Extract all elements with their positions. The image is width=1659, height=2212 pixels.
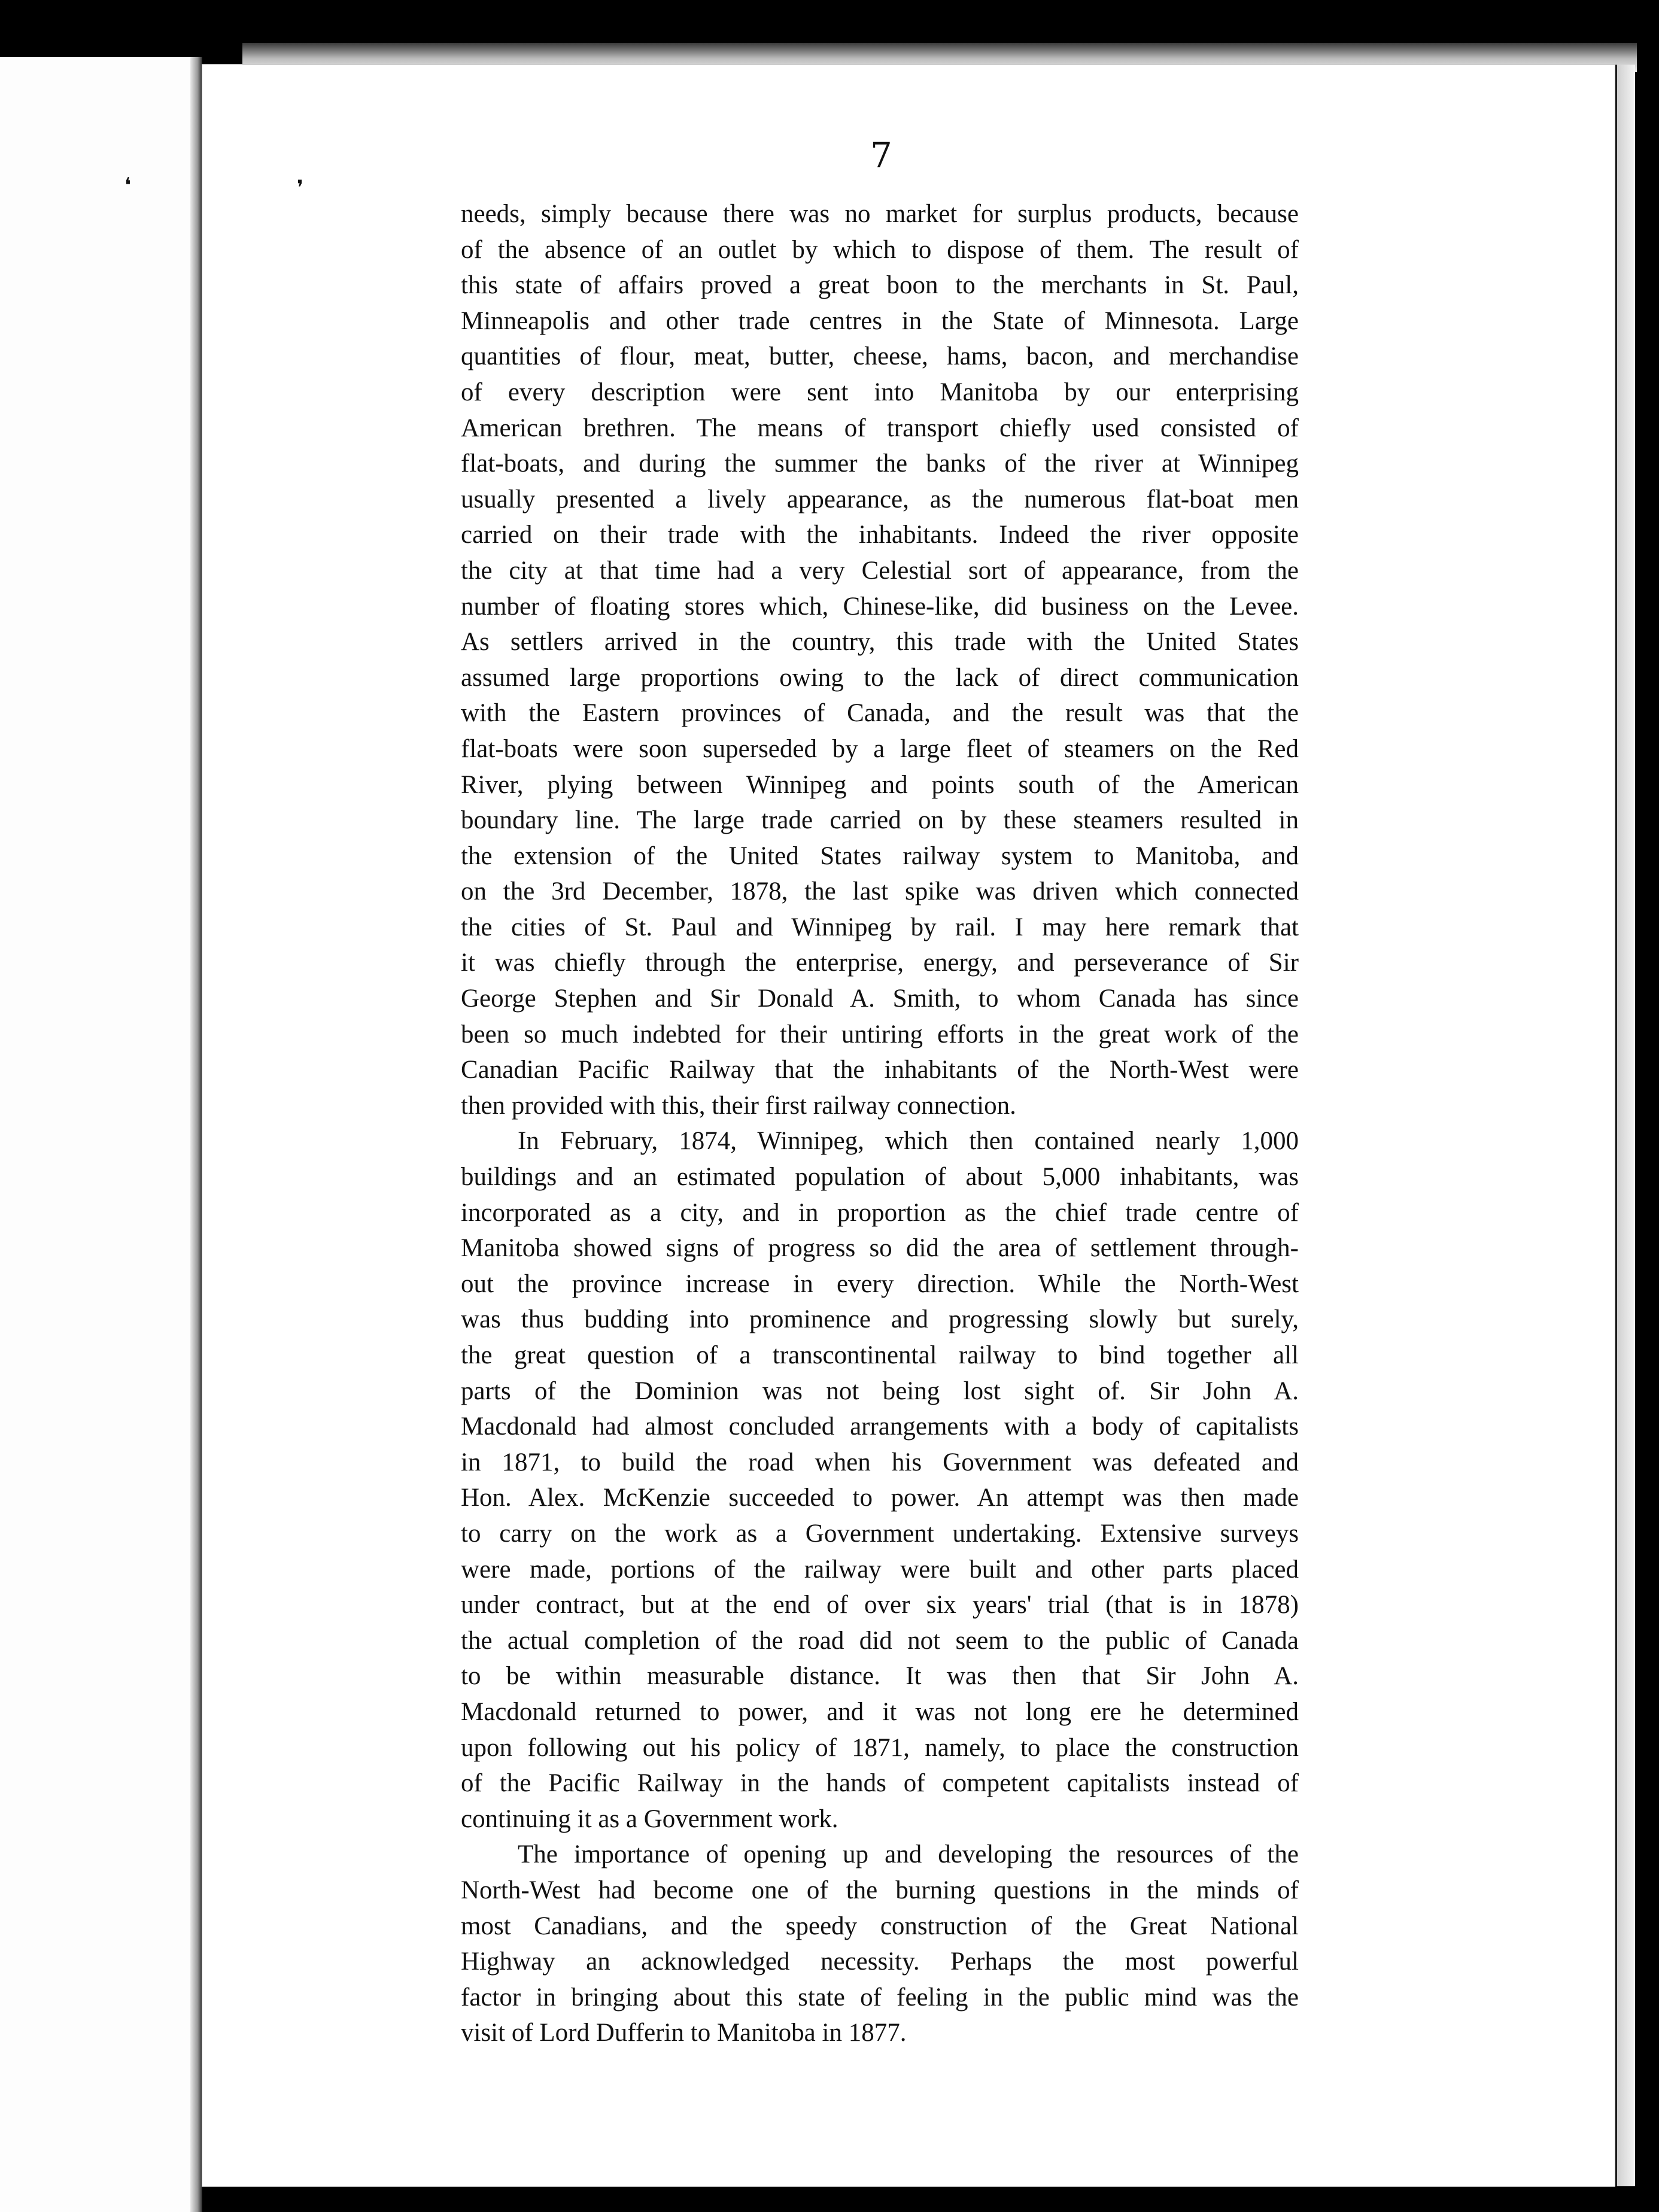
text-line: continuing it as a Government work.	[461, 1804, 838, 1833]
text-line: this state of affairs proved a great boon to the merchants in St. Paul,	[461, 271, 1299, 300]
page-number: 7	[870, 135, 892, 175]
text-line: in 1871, to build the road when his Government was defeated and	[461, 1448, 1299, 1476]
text-line: Macdonald returned to power, and it was not long ere he determined	[461, 1697, 1299, 1726]
text-line: As settlers arrived in the country, this trade with the United States	[461, 628, 1299, 657]
text-line: then provided with this, their first railway connection.	[461, 1091, 1016, 1120]
text-line: to carry on the work as a Government undertaking. Extensive surveys	[461, 1519, 1299, 1548]
text-line: boundary line. The large trade carried on by these steamers resulted in	[461, 806, 1299, 835]
text-line: buildings and an estimated population of about 5,000 inhabitants, was	[461, 1163, 1299, 1192]
text-line: the city at that time had a very Celestial sort of appearance, from the	[461, 556, 1299, 585]
text-line: of every description were sent into Manitoba by our enterprising	[461, 378, 1299, 406]
text-line: American brethren. The means of transport chiefly used consisted of	[461, 414, 1299, 442]
text-line: of the Pacific Railway in the hands of competent capitalists instead of	[461, 1769, 1299, 1798]
text-line: upon following out his policy of 1871, namely, to place the construction	[461, 1733, 1299, 1762]
text-line: under contract, but at the end of over six years' trial (that is in 1878)	[461, 1591, 1299, 1620]
text-line: of the absence of an outlet by which to dispose of them. The result of	[461, 235, 1299, 264]
text-line: quantities of flour, meat, butter, cheese, hams, bacon, and merchandise	[461, 342, 1299, 371]
speck-mark: ❛	[124, 174, 131, 198]
text-line: Hon. Alex. McKenzie succeeded to power. An attempt was then made	[461, 1484, 1299, 1512]
text-line: The importance of opening up and developing the resources of the	[518, 1840, 1299, 1869]
right-page-edge	[1615, 65, 1635, 2186]
text-line: assumed large proportions owing to the lack of direct communication	[461, 663, 1299, 692]
text-line: George Stephen and Sir Donald A. Smith, to whom Canada has since	[461, 985, 1299, 1013]
facing-page-edge	[0, 57, 200, 2212]
text-line: the actual completion of the road did not seem to the public of Canada	[461, 1626, 1299, 1655]
text-line: Manitoba showed signs of progress so did the area of settlement through-	[461, 1234, 1299, 1263]
text-line: carried on their trade with the inhabitants. Indeed the river opposite	[461, 521, 1299, 549]
text-line: the extension of the United States railway system to Manitoba, and	[461, 841, 1299, 870]
text-line: was thus budding into prominence and progressing slowly but surely,	[461, 1305, 1299, 1334]
text-line: North-West had become one of the burning questions in the minds of	[461, 1876, 1299, 1904]
text-line: with the Eastern provinces of Canada, and the result was that the	[461, 699, 1299, 728]
text-line: flat-boats, and during the summer the banks of the river at Winnipeg	[461, 449, 1299, 478]
text-line: needs, simply because there was no market for surplus products, because	[461, 200, 1299, 228]
paragraph	[461, 196, 1299, 1123]
text-line: the cities of St. Paul and Winnipeg by rail. I may here remark that	[461, 913, 1299, 941]
page-fold-shadow	[190, 57, 202, 2212]
text-line: usually presented a lively appearance, as the numerous flat-boat men	[461, 485, 1299, 514]
text-line: visit of Lord Dufferin to Manitoba in 1877.	[461, 2019, 907, 2047]
text-line: Highway an acknowledged necessity. Perhaps the most powerful	[461, 1947, 1299, 1976]
text-line: out the province increase in every direction. While the North-West	[461, 1269, 1299, 1298]
speck-mark: ❜	[297, 176, 303, 200]
text-line: the great question of a transcontinental railway to bind together all	[461, 1341, 1299, 1369]
paragraph	[461, 1123, 1299, 1837]
text-line: on the 3rd December, 1878, the last spike was driven which connected	[461, 877, 1299, 906]
text-line: parts of the Dominion was not being lost sight of. Sir John A.	[461, 1377, 1299, 1405]
body-text	[461, 196, 1299, 2051]
text-line: to be within measurable distance. It was then that Sir John A.	[461, 1662, 1299, 1691]
text-line: it was chiefly through the enterprise, energy, and perseverance of Sir	[461, 949, 1299, 977]
text-line: Macdonald had almost concluded arrangements with a body of capitalists	[461, 1412, 1299, 1441]
text-line: number of floating stores which, Chinese-like, did business on the Levee.	[461, 592, 1299, 621]
text-line: been so much indebted for their untiring efforts in the great work of the	[461, 1020, 1299, 1049]
text-line: Canadian Pacific Railway that the inhabitants of the North-West were	[461, 1056, 1299, 1084]
text-line: In February, 1874, Winnipeg, which then contained nearly 1,000	[518, 1127, 1299, 1156]
text-line: were made, portions of the railway were built and other parts placed	[461, 1555, 1299, 1584]
text-line: most Canadians, and the speedy construction of the Great National	[461, 1912, 1299, 1940]
paragraph	[461, 1837, 1299, 2051]
text-line: incorporated as a city, and in proportion as the chief trade centre of	[461, 1198, 1299, 1227]
text-line: flat-boats were soon superseded by a large fleet of steamers on the Red	[461, 734, 1299, 763]
text-line: River, plying between Winnipeg and points south of the American	[461, 770, 1299, 799]
text-line: Minneapolis and other trade centres in the State of Minnesota. Large	[461, 306, 1299, 335]
text-line: factor in bringing about this state of feeling in the public mind was the	[461, 1983, 1299, 2012]
